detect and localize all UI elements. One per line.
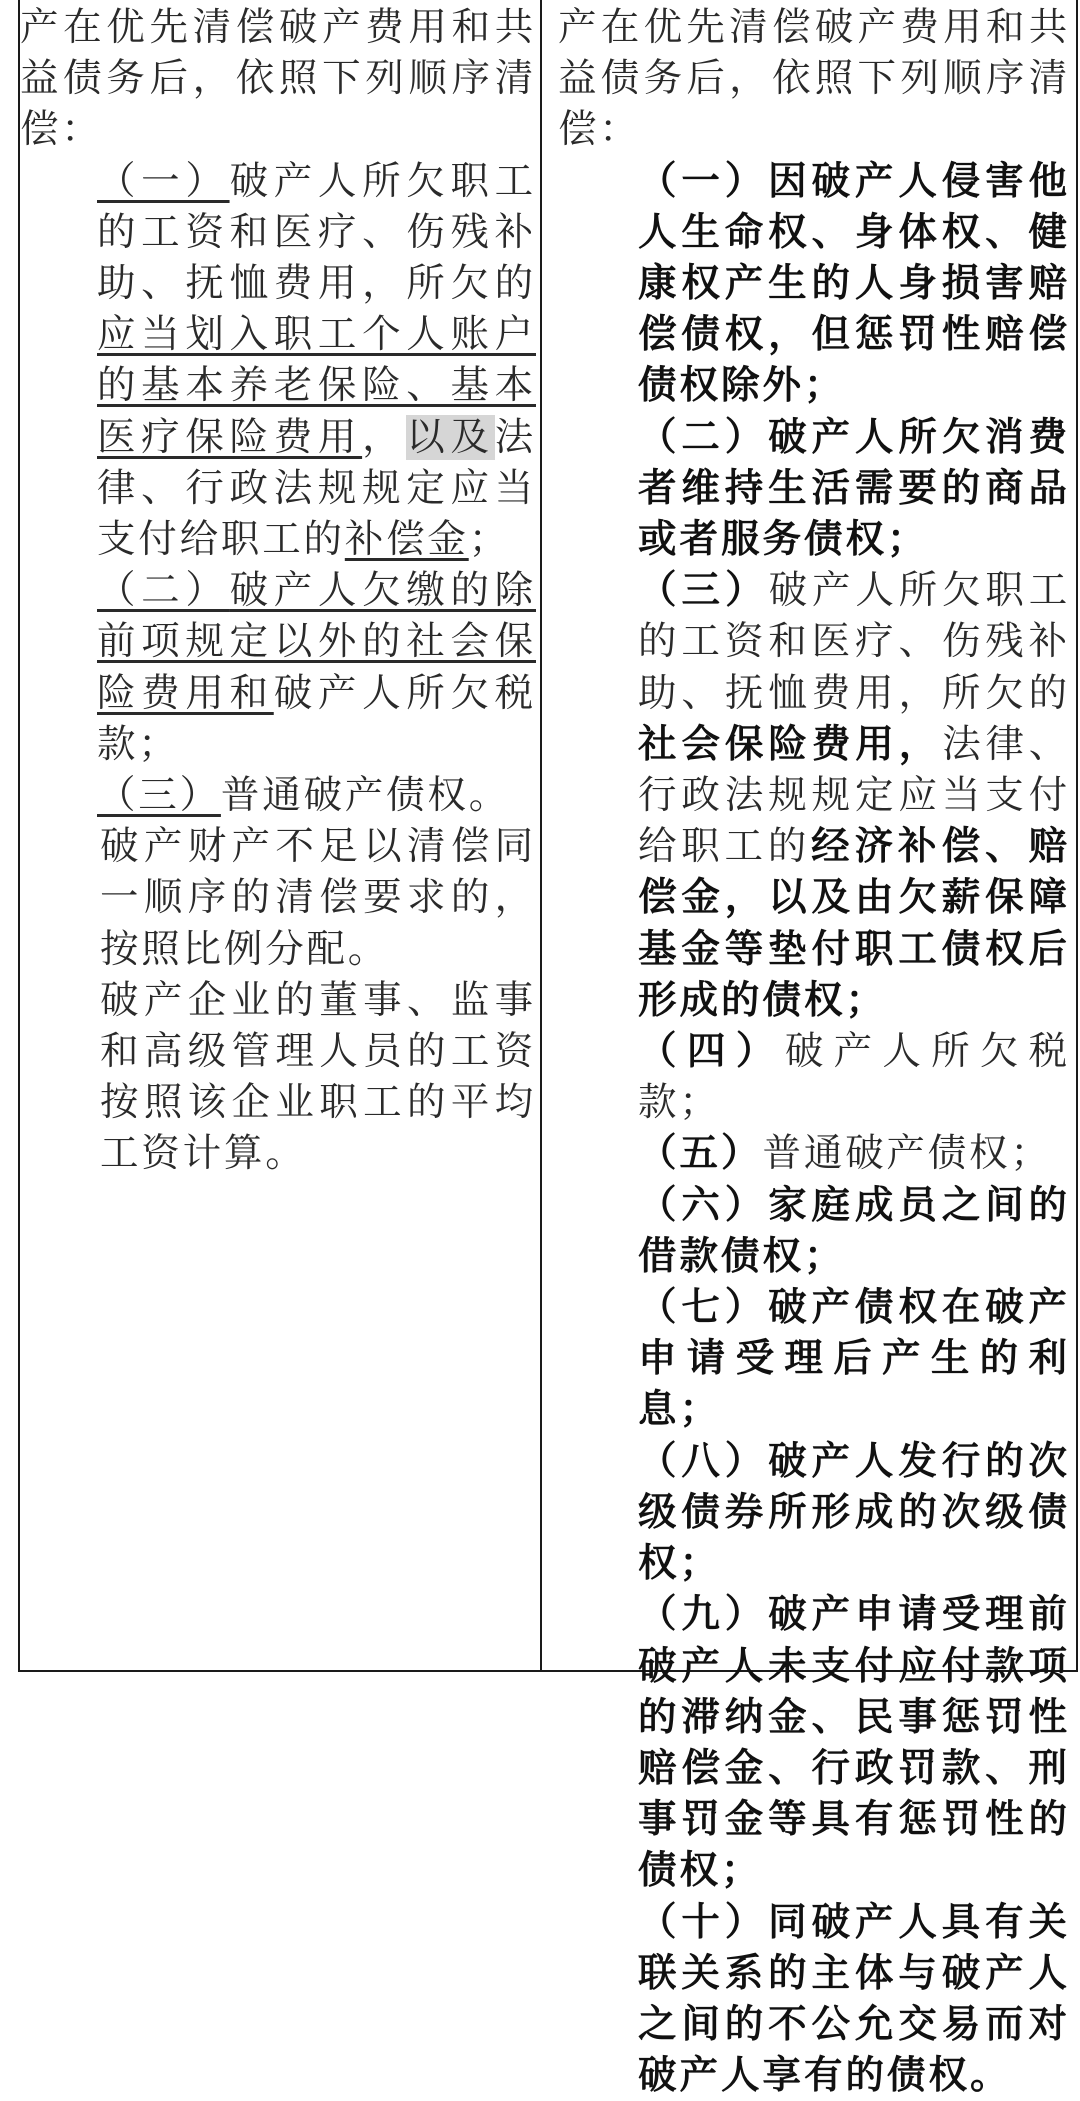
left-item-2-marker: （二） — [97, 568, 230, 614]
left-item-3-marker: （三） — [97, 773, 221, 819]
left-item-1-underlined-insurance: 应当划入职工个人账户的基本养老保险、基本医疗保险费用 — [97, 312, 536, 460]
left-item-1-text-2: 法律、行政法规规定应当支付给职工的 — [97, 414, 536, 563]
right-item-3-marker: （三） — [638, 568, 769, 614]
right-paragraph-8: （七）破产债权在破产申请受理后产生的利息； — [638, 1285, 1070, 1433]
right-paragraph-7: （六）家庭成员之间的借款债权； — [638, 1182, 1070, 1279]
right-column-revised-text — [542, 0, 1076, 2099]
left-paragraph-6: 破产企业的董事、监事和高级管理人员的工资按照该企业职工的平均工资计算。 — [100, 977, 536, 1177]
right-item-3-bold-insurance: 社会保险费用， — [638, 721, 943, 767]
right-paragraph-6 — [558, 1128, 1070, 1179]
right-paragraph-11: （十）同破产人具有关联关系的主体与破产人之间的不公允交易而对破产人享有的债权。 — [638, 1899, 1070, 2099]
left-paragraph-4 — [20, 770, 536, 821]
right-paragraph-10: （九）破产申请受理前破产人未支付应付款项的滞纳金、民事惩罚性赔偿金、行政罚款、刑事罚金等具有惩罚性的债权； — [638, 1592, 1070, 1894]
right-paragraph-9: （八）破产人发行的次级债券所形成的次级债权； — [638, 1438, 1070, 1587]
right-item-5-text: 普通破产债权； — [762, 1131, 1052, 1177]
left-item-1-comma: ， — [362, 414, 407, 460]
right-paragraph-4 — [558, 565, 1070, 1026]
right-paragraph-2: （一）因破产人侵害他人生命权、身体权、健康权产生的人身损害赔偿债权，但惩罚性赔偿债权除外； — [638, 158, 1070, 409]
left-item-2-text: 破产人所欠税款； — [97, 670, 536, 767]
left-item-1-marker: （一） — [97, 158, 230, 204]
left-item-1-text: 破产人所欠职工的工资和医疗、伤残补助、抚恤费用，所欠的 — [97, 158, 536, 307]
left-item-1-underlined-compensation: 补偿金 — [344, 517, 469, 563]
left-paragraph-2 — [20, 156, 536, 566]
left-column-original-text — [20, 0, 542, 1670]
right-paragraph-1: 产在优先清偿破产费用和共益债务后，依照下列顺序清偿： — [558, 5, 1070, 153]
right-item-3-text: 破产人所欠职工的工资和医疗、伤残补助、抚恤费用，所欠的 — [638, 568, 1070, 716]
right-item-4-text: 破产人所欠税款； — [638, 1029, 1070, 1126]
left-paragraph-3 — [20, 565, 536, 770]
left-item-1-semicolon: ； — [468, 517, 511, 563]
left-item-2-underlined: 破产人欠缴的除前项规定以外的社会保险费用和 — [97, 568, 536, 716]
right-item-3-bold-compensation: 经济补偿、赔偿金，以及由欠薪保障基金等垫付职工债权后形成的债权； — [638, 824, 1070, 1023]
right-item-5-marker: （五） — [638, 1131, 763, 1177]
right-item-3-text-2: 法律、行政法规规定应当支付给职工的 — [638, 721, 1070, 870]
right-item-4-marker: （四） — [638, 1029, 785, 1075]
left-item-1-highlighted-yiji: 以及 — [406, 414, 495, 460]
left-paragraph-5: 破产财产不足以清偿同一顺序的清偿要求的，按照比例分配。 — [100, 824, 536, 972]
left-item-3-text: 普通破产债权。 — [220, 773, 511, 819]
right-paragraph-5 — [558, 1026, 1070, 1128]
left-paragraph-1: 产在优先清偿破产费用和共益债务后，依照下列顺序清偿： — [20, 5, 536, 153]
right-paragraph-3: （二）破产人所欠消费者维持生活需要的商品或者服务债权； — [638, 414, 1070, 563]
comparison-table — [18, 0, 1078, 2099]
